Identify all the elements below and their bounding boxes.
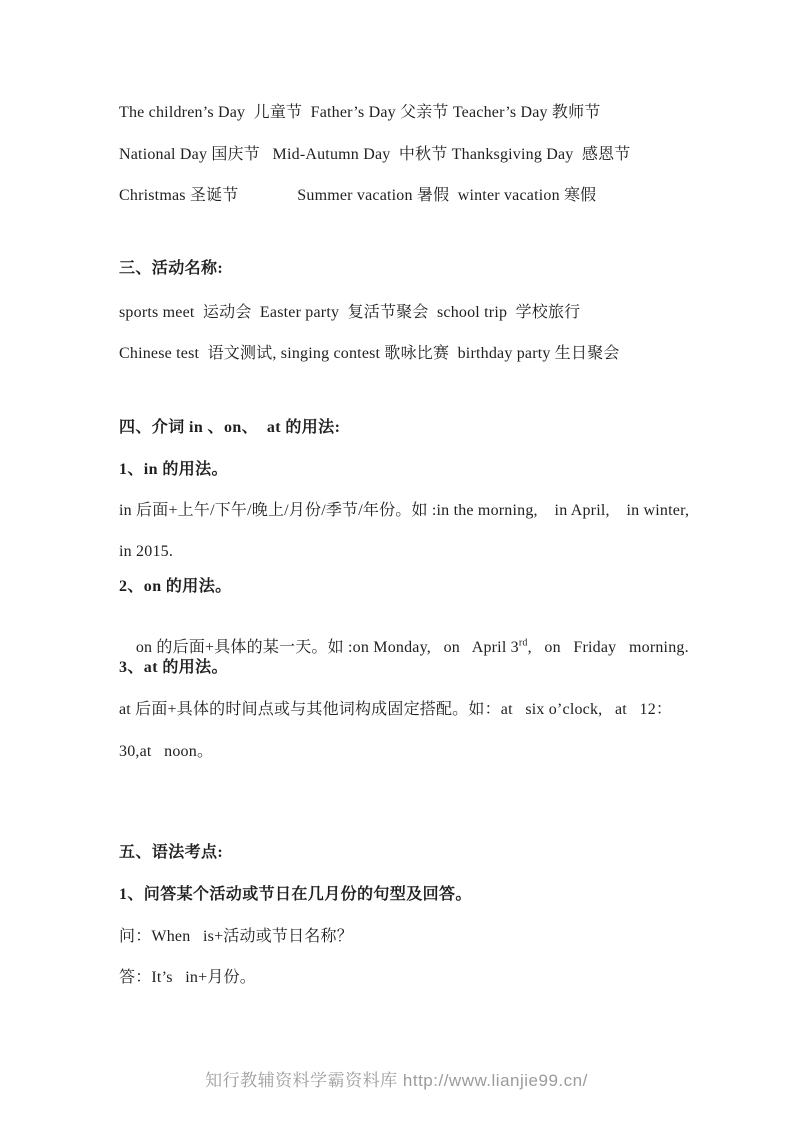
subheading-at-usage: 3、at 的用法。 <box>119 659 228 676</box>
holiday-vocab-line-1: The children’s Day 儿童节 Father’s Day 父亲节 Teacher’s Day 教师节 <box>119 104 601 121</box>
section-heading-grammar: 五、语法考点: <box>119 844 224 861</box>
in-usage-body-line-1: in 后面+上午/下午/晚上/月份/季节/年份。如 :in the morning, in April, in winter, <box>119 502 690 519</box>
activity-vocab-line-1: sports meet 运动会 Easter party 复活节聚会 school trip 学校旅行 <box>119 304 581 321</box>
section-heading-activities: 三、活动名称: <box>119 260 224 277</box>
holiday-vocab-line-3: Christmas 圣诞节 Summer vacation 暑假 winter vacation 寒假 <box>119 187 597 204</box>
subheading-in-usage: 1、in 的用法。 <box>119 461 228 478</box>
holiday-vocab-line-2: National Day 国庆节 Mid-Autumn Day 中秋节 Thanksgiving Day 感恩节 <box>119 146 631 163</box>
ordinal-superscript: rd <box>518 637 528 649</box>
at-usage-body-line-2: 30,at noon。 <box>119 743 214 760</box>
subheading-on-usage: 2、on 的用法。 <box>119 578 232 595</box>
question-pattern-line: 问：When is+活动或节日名称？ <box>119 928 353 945</box>
answer-pattern-line: 答：It’s in+月份。 <box>119 969 256 986</box>
at-usage-body-line-1: at 后面+具体的时间点或与其他词构成固定搭配。如：at six o’clock, at 12： <box>119 701 673 718</box>
section-heading-prepositions: 四、介词 in 、on、 at 的用法: <box>119 419 341 436</box>
in-usage-body-line-2: in 2015. <box>119 543 174 560</box>
footer-watermark: 知行教辅资料学霸资料库 http://www.lianjie99.cn/ <box>205 1071 588 1090</box>
activity-vocab-line-2: Chinese test 语文测试, singing contest 歌咏比赛 birthday party 生日聚会 <box>119 345 620 362</box>
on-usage-text-post: , on Friday morning. <box>527 639 689 656</box>
on-usage-text-pre: on 的后面+具体的某一天。如 :on Monday, on April 3 <box>135 639 519 656</box>
subheading-question-pattern: 1、问答某个活动或节日在几月份的句型及回答。 <box>119 886 472 903</box>
